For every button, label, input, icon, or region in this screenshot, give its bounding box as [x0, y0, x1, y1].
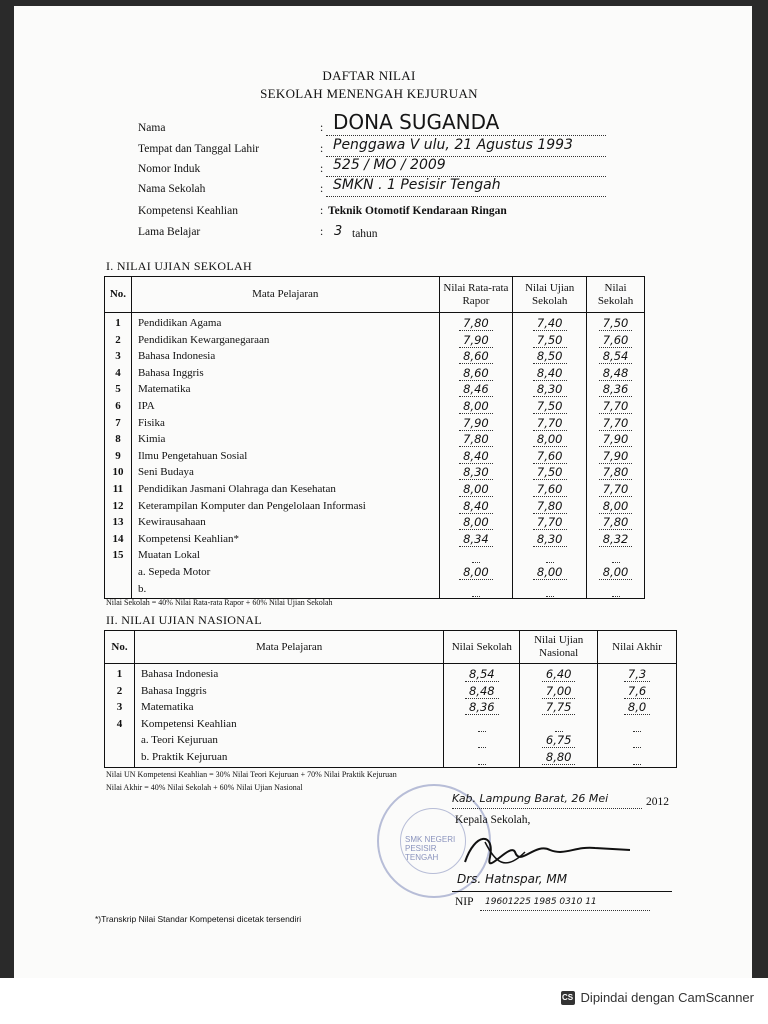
section-1-title: I. NILAI UJIAN SEKOLAH	[106, 259, 252, 273]
ujian-grade-value	[546, 582, 554, 597]
ujian-grade	[513, 564, 586, 581]
subject-name: Pendidikan Agama	[137, 317, 222, 329]
identity-dots	[326, 196, 606, 197]
sekolah-grade	[587, 365, 644, 382]
ujian-grade	[513, 431, 586, 448]
row-number: 14	[112, 532, 124, 545]
identity-label: Nama Sekolah	[138, 183, 206, 195]
ujian-grade	[513, 348, 586, 365]
ujian-grade	[513, 415, 586, 432]
rapor-grade	[440, 464, 513, 481]
ujian-grade	[513, 547, 586, 564]
subject-name: Matematika	[137, 383, 191, 396]
nilai-akhir-grade-value: 7,6	[624, 684, 650, 699]
section-2-note-1: Nilai UN Kompetensi Keahlian = 30% Nilai Teori Kejuruan + 70% Nilai Praktik Kejuruan	[106, 770, 397, 779]
rapor-grade	[440, 531, 513, 548]
rapor-grade-value: 8,46	[459, 382, 493, 397]
ujian-grade	[513, 398, 586, 415]
rapor-grade-value: 7,90	[459, 416, 493, 431]
subject-column	[131, 313, 439, 599]
sekolah-grade	[587, 531, 644, 548]
subject-name: IPA	[137, 399, 155, 412]
identity-colon: :	[320, 205, 324, 217]
ujian-grade	[513, 381, 586, 398]
row-number: 3	[115, 350, 121, 363]
col-header-subject: Mata Pelajaran	[131, 277, 439, 313]
identity-value: 525 / MO / 2009	[333, 157, 446, 173]
rapor-grade-value: 7,80	[459, 316, 493, 331]
ujian-grade-value: 8,00	[533, 565, 567, 580]
row-number: 6	[115, 399, 121, 412]
row-number: 9	[115, 449, 121, 462]
rapor-grade	[440, 348, 513, 365]
sekolah-grade-value: 8,48	[599, 366, 633, 381]
signature-role: Kepala Sekolah,	[455, 814, 531, 826]
row-number	[105, 732, 134, 749]
rapor-grade-value: 8,00	[459, 515, 493, 530]
nilai-sekolah-grade	[444, 749, 519, 766]
ujian-grade-value: 7,50	[533, 333, 567, 348]
col-header-nilai-sekolah-2: Nilai Sekolah	[444, 631, 520, 664]
identity-colon: :	[320, 122, 324, 134]
identity-label: Nama	[138, 122, 166, 134]
rapor-grade	[440, 481, 513, 498]
nilai-sekolah-grade-value	[478, 717, 486, 732]
sekolah-grade	[587, 564, 644, 581]
nilai-akhir-grade-value	[633, 750, 641, 765]
identity-colon: :	[320, 163, 324, 175]
subject-column-2	[134, 664, 443, 768]
sekolah-grade-value: 8,54	[599, 349, 633, 364]
signature-underline	[452, 891, 672, 892]
subject-name: Kompetensi Keahlian*	[137, 532, 240, 545]
subject-name: Fisika	[137, 416, 165, 429]
ujian-grade	[513, 315, 586, 332]
nilai-akhir-grade-value: 8,0	[624, 700, 650, 715]
rapor-grade-value: 8,40	[459, 449, 493, 464]
row-number: 1	[116, 668, 123, 680]
signature-year: 2012	[646, 796, 669, 808]
col-header-rapor: Nilai Rata-rata Rapor	[439, 277, 513, 313]
nip-value: 19601225 1985 0310 11	[485, 897, 597, 907]
un-grade	[520, 699, 597, 716]
subject-name: Pendidikan Jasmani Olahraga dan Kesehatan	[137, 482, 336, 495]
rapor-grade	[440, 315, 513, 332]
subject-name: a. Sepeda Motor	[137, 565, 211, 578]
sekolah-grade-value: 7,50	[599, 316, 633, 331]
rapor-grade-value: 8,40	[459, 499, 493, 514]
un-grade	[520, 683, 597, 700]
row-number: 2	[115, 333, 121, 346]
sekolah-grade-value: 7,60	[599, 333, 633, 348]
scanner-badge-text: Dipindai dengan CamScanner	[580, 990, 754, 1005]
un-grade	[520, 732, 597, 749]
identity-colon: :	[320, 183, 324, 195]
identity-label: Lama Belajar	[138, 226, 201, 238]
sekolah-grade-value: 8,36	[599, 382, 633, 397]
sekolah-grade	[587, 547, 644, 564]
col-header-nilai-akhir: Nilai Akhir	[598, 631, 677, 664]
un-grade-value: 6,40	[542, 667, 576, 682]
nilai-sekolah-grade-value: 8,54	[465, 667, 499, 682]
subject-name: Kompetensi Keahlian	[140, 717, 237, 730]
identity-dots	[326, 135, 606, 136]
nilai-sekolah-grade	[444, 716, 519, 733]
ujian-grade-value: 7,60	[533, 482, 567, 497]
nip-label: NIP	[455, 896, 474, 908]
nilai-akhir-grade-value	[633, 733, 641, 748]
sekolah-grade	[587, 498, 644, 515]
rapor-grade	[440, 547, 513, 564]
nilai-sekolah-grade	[444, 666, 519, 683]
col-header-nilai-sekolah: Nilai Sekolah	[587, 277, 645, 313]
rapor-grade	[440, 381, 513, 398]
ujian-grade-value: 8,30	[533, 382, 567, 397]
rapor-grade-value: 7,90	[459, 333, 493, 348]
sekolah-grade	[587, 464, 644, 481]
rapor-grade-value: 8,30	[459, 465, 493, 480]
col-header-subject-2: Mata Pelajaran	[134, 631, 443, 664]
sekolah-grade	[587, 431, 644, 448]
sekolah-grade	[587, 381, 644, 398]
rapor-grade	[440, 581, 513, 598]
identity-suffix: tahun	[352, 228, 378, 240]
row-number: 15	[112, 549, 124, 562]
section-1-note: Nilai Sekolah = 40% Nilai Rata-rata Rapor + 60% Nilai Ujian Sekolah	[106, 598, 333, 607]
row-number: 12	[112, 499, 124, 512]
rapor-grade	[440, 415, 513, 432]
nilai-akhir-grade	[598, 749, 676, 766]
ujian-grade-value: 7,50	[533, 465, 567, 480]
identity-value: DONA SUGANDA	[333, 110, 500, 134]
nilai-akhir-grade	[598, 732, 676, 749]
sekolah-grade-value: 8,00	[599, 565, 633, 580]
section-2-note-2: Nilai Akhir = 40% Nilai Sekolah + 60% Nilai Ujian Nasional	[106, 783, 303, 792]
identity-value: SMKN . 1 Pesisir Tengah	[333, 177, 501, 193]
un-grade-value	[555, 717, 563, 732]
scanner-badge	[561, 990, 754, 1005]
sekolah-grade-value: 8,00	[599, 499, 633, 514]
rapor-grade-value	[472, 582, 480, 597]
un-grade-value: 6,75	[542, 733, 576, 748]
ujian-grade	[513, 514, 586, 531]
nilai-akhir-grade	[598, 666, 676, 683]
ujian-grade-value: 8,00	[533, 432, 567, 447]
sekolah-grade	[587, 514, 644, 531]
ujian-grade	[513, 581, 586, 598]
col-header-no: No.	[105, 277, 132, 313]
ujian-grade-value	[546, 548, 554, 563]
ujian-grade	[513, 448, 586, 465]
nilai-sekolah-grade	[444, 699, 519, 716]
subject-name: Ilmu Pengetahuan Sosial	[137, 449, 248, 462]
sekolah-grade-value: 7,80	[599, 515, 633, 530]
nilai-sekolah-grade	[444, 683, 519, 700]
sekolah-grade	[587, 315, 644, 332]
ujian-grade-value: 7,50	[533, 399, 567, 414]
sekolah-grade	[587, 581, 644, 598]
ujian-sekolah-column	[513, 313, 587, 599]
un-grade	[520, 749, 597, 766]
row-number: 11	[112, 482, 124, 495]
no-column-2	[105, 664, 135, 768]
sekolah-grade	[587, 481, 644, 498]
ujian-grade-value: 8,50	[533, 349, 567, 364]
row-number	[105, 749, 134, 766]
rapor-grade-value: 8,60	[459, 366, 493, 381]
rapor-grade-value: 8,60	[459, 349, 493, 364]
row-number: 10	[112, 466, 124, 479]
rapor-grade	[440, 365, 513, 382]
rapor-grade-value: 8,00	[459, 399, 493, 414]
section-2-title: II. NILAI UJIAN NASIONAL	[106, 613, 262, 627]
identity-value: 3	[334, 224, 343, 239]
subject-name: Matematika	[140, 701, 194, 714]
nilai-sekolah-column	[587, 313, 645, 599]
rapor-grade	[440, 498, 513, 515]
row-number: 2	[116, 684, 123, 697]
nilai-sekolah-grade-value	[478, 750, 486, 765]
rapor-grade	[440, 448, 513, 465]
ujian-grade-value: 8,40	[533, 366, 567, 381]
rapor-grade	[440, 514, 513, 531]
rapor-grade-value: 8,00	[459, 482, 493, 497]
ujian-grade-value: 7,70	[533, 515, 567, 530]
sekolah-grade	[587, 348, 644, 365]
col-header-ujian-sekolah: Nilai Ujian Sekolah	[513, 277, 587, 313]
un-grade	[520, 716, 597, 733]
rapor-grade	[440, 431, 513, 448]
rapor-grade-value	[472, 548, 480, 563]
subject-name: Kimia	[137, 433, 166, 446]
col-header-no-2: No.	[105, 631, 135, 664]
subject-name: Kewirausahaan	[137, 516, 206, 529]
row-number: 3	[116, 701, 123, 714]
row-number: 4	[116, 717, 123, 730]
rapor-grade-value: 7,80	[459, 432, 493, 447]
national-exam-table	[104, 630, 677, 768]
un-grade-value: 8,80	[542, 750, 576, 765]
ujian-grade	[513, 332, 586, 349]
sekolah-grade-value	[612, 582, 620, 597]
nilai-sekolah-grade-value	[478, 733, 486, 748]
ujian-grade-value: 7,60	[533, 449, 567, 464]
ujian-grade	[513, 365, 586, 382]
subject-name: Bahasa Indonesia	[140, 668, 219, 680]
row-number: 13	[112, 516, 124, 529]
row-number: 7	[115, 416, 121, 429]
rapor-grade	[440, 332, 513, 349]
nilai-akhir-grade	[598, 699, 676, 716]
nilai-akhir-grade-value: 7,3	[624, 667, 650, 682]
nilai-sekolah-grade-value: 8,36	[465, 700, 499, 715]
subject-name: Bahasa Inggris	[140, 684, 207, 697]
row-number: 1	[115, 317, 121, 329]
rapor-grade-value: 8,00	[459, 565, 493, 580]
ujian-grade	[513, 531, 586, 548]
un-grade-value: 7,75	[542, 700, 576, 715]
sekolah-grade	[587, 448, 644, 465]
subject-name: a. Teori Kejuruan	[140, 734, 218, 747]
sekolah-grade-value: 7,70	[599, 399, 633, 414]
sekolah-grade-value: 7,90	[599, 449, 633, 464]
sekolah-grade	[587, 398, 644, 415]
rapor-grade	[440, 398, 513, 415]
signature-name: Drs. Hatnspar, MM	[457, 872, 568, 886]
subject-name: b. Praktik Kejuruan	[140, 750, 228, 763]
subject-name: Seni Budaya	[137, 466, 194, 479]
nilai-akhir-grade	[598, 716, 676, 733]
row-number: 4	[115, 366, 121, 379]
ujian-grade	[513, 464, 586, 481]
nip-dots	[480, 910, 650, 911]
ujian-grade	[513, 498, 586, 515]
row-number	[105, 564, 131, 581]
nilai-akhir-column	[598, 664, 677, 768]
signature-place-date: Kab. Lampung Barat, 26 Mei	[452, 792, 609, 805]
ujian-grade-value: 7,70	[533, 416, 567, 431]
identity-colon: :	[320, 143, 324, 155]
document-subtitle: SEKOLAH MENENGAH KEJURUAN	[260, 86, 478, 101]
rapor-column	[439, 313, 513, 599]
rapor-grade-value: 8,34	[459, 532, 493, 547]
un-column	[520, 664, 598, 768]
identity-label: Nomor Induk	[138, 163, 201, 175]
col-header-un: Nilai Ujian Nasional	[520, 631, 598, 664]
ujian-grade-value: 7,80	[533, 499, 567, 514]
stamp-text: SMK NEGERI PESISIR TENGAH	[405, 835, 456, 862]
subject-name: Pendidikan Kewarganegaraan	[137, 333, 270, 346]
sekolah-grade-value: 7,80	[599, 465, 633, 480]
nilai-sekolah-grade-value: 8,48	[465, 684, 499, 699]
identity-value: Penggawa V ulu, 21 Agustus 1993	[333, 137, 573, 153]
place-date-dots	[452, 808, 642, 809]
identity-value: Teknik Otomotif Kendaraan Ringan	[328, 205, 507, 217]
sekolah-grade-value	[612, 548, 620, 563]
sekolah-grade	[587, 332, 644, 349]
rapor-grade	[440, 564, 513, 581]
ujian-grade	[513, 481, 586, 498]
ujian-grade-value: 7,40	[533, 316, 567, 331]
subject-name: Bahasa Inggris	[137, 366, 204, 379]
nilai-sekolah-column-2	[444, 664, 520, 768]
nilai-akhir-grade	[598, 683, 676, 700]
no-column	[105, 313, 132, 599]
sekolah-grade-value: 8,32	[599, 532, 633, 547]
sekolah-grade-value: 7,70	[599, 482, 633, 497]
identity-label: Kompetensi Keahlian	[138, 205, 238, 217]
subject-name: Bahasa Indonesia	[137, 350, 216, 363]
row-number: 8	[115, 433, 121, 446]
identity-colon: :	[320, 226, 324, 238]
nilai-akhir-grade-value	[633, 717, 641, 732]
subject-name: Muatan Lokal	[137, 549, 200, 562]
subject-name: b.	[137, 582, 147, 595]
sekolah-grade-value: 7,90	[599, 432, 633, 447]
un-grade	[520, 666, 597, 683]
footnote: *)Transkrip Nilai Standar Kompetensi dicetak tersendiri	[95, 914, 302, 924]
camscanner-logo-icon: CS	[561, 991, 575, 1005]
identity-label: Tempat dan Tanggal Lahir	[138, 143, 260, 155]
subject-name: Keterampilan Komputer dan Pengelolaan Informasi	[137, 499, 366, 512]
ujian-grade-value: 8,30	[533, 532, 567, 547]
sekolah-grade-value: 7,70	[599, 416, 633, 431]
sekolah-grade	[587, 415, 644, 432]
school-exam-table	[104, 276, 645, 599]
un-grade-value: 7,00	[542, 684, 576, 699]
nilai-sekolah-grade	[444, 732, 519, 749]
document-title: DAFTAR NILAI	[322, 68, 416, 83]
row-number	[105, 581, 131, 598]
row-number: 5	[115, 383, 121, 396]
